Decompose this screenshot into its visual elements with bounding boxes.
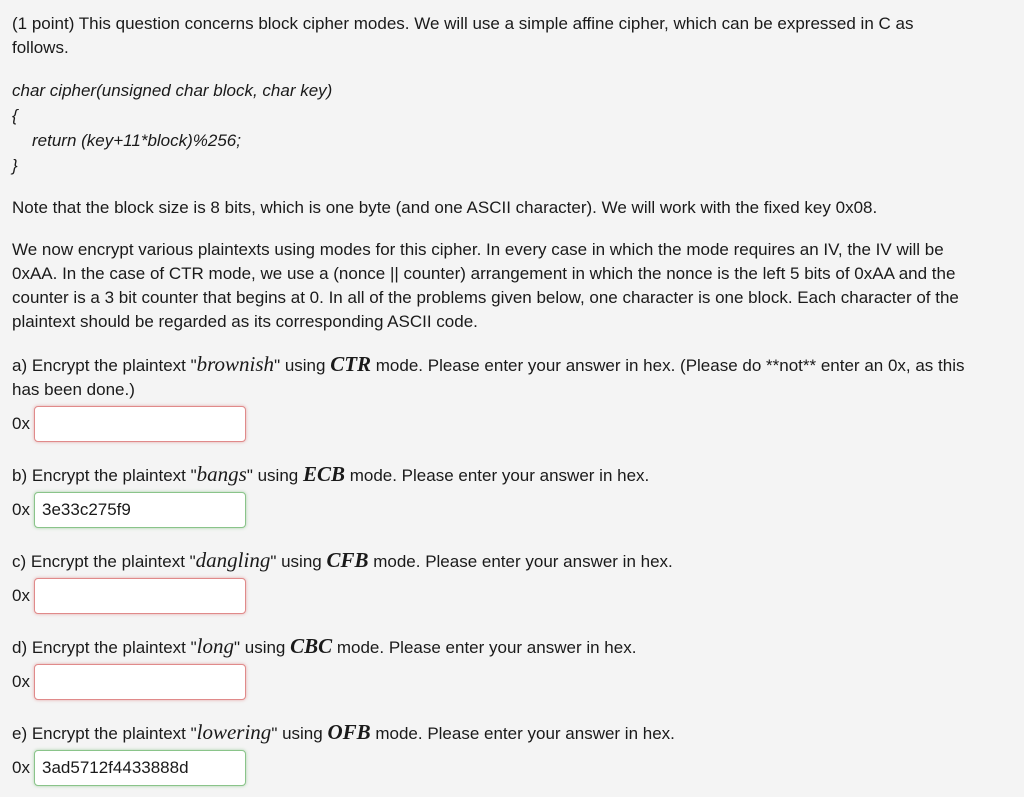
question-b-prompt [12,462,1012,488]
question-c [12,548,1012,616]
question-b-mode: ECB [302,462,345,486]
question-e-prompt [12,720,1012,746]
code-line-4: } [12,156,18,175]
question-e-pre: e) Encrypt the plaintext " [12,724,197,743]
description-line-1: We now encrypt various plaintexts using modes for this cipher. In every case in which the mode requires an IV, the IV will be [12,240,944,259]
question-a-mid: " using [274,356,331,375]
question-c-mid: " using [270,552,327,571]
hex-prefix: 0x [12,758,30,777]
question-a [12,352,1012,444]
question-a-mode: CTR [330,352,372,376]
question-b [12,462,1012,530]
question-b-post: mode. Please enter your answer in hex. [344,466,650,485]
hex-prefix: 0x [12,586,30,605]
question-b-mid: " using [246,466,303,485]
answer-row-d [12,662,1012,702]
question-a-plaintext: brownish [196,352,275,376]
code-line-2: { [12,106,18,125]
description-text [12,238,1012,334]
question-c-pre: c) Encrypt the plaintext " [12,552,196,571]
question-a-pre: a) Encrypt the plaintext " [12,356,197,375]
question-d-plaintext: long [196,634,234,658]
answer-input-b[interactable] [34,492,246,528]
question-d-post: mode. Please enter your answer in hex. [332,638,637,657]
description-line-4: plaintext should be regarded as its corresponding ASCII code. [12,312,478,331]
question-d-mode: CBC [290,634,333,658]
question-a-post: mode. Please enter your answer in hex. (Please do **not** enter an 0x, as this [371,356,965,375]
note-text [12,196,1012,220]
question-e [12,720,1012,788]
question-c-mode: CFB [326,548,369,572]
answer-row-a [12,404,1012,444]
answer-input-c[interactable] [34,578,246,614]
code-line-1: char cipher(unsigned char block, char key) [12,81,333,100]
hex-prefix: 0x [12,500,30,519]
note-line: Note that the block size is 8 bits, which is one byte (and one ASCII character). We will work with the fixed key 0x08. [12,198,878,217]
question-a-prompt [12,352,1012,378]
question-b-plaintext: bangs [196,462,247,486]
question-e-plaintext: lowering [196,720,272,744]
answer-row-b [12,490,1012,530]
question-d-pre: d) Encrypt the plaintext " [12,638,197,657]
question-e-post: mode. Please enter your answer in hex. [370,724,675,743]
question-a-prompt-cont: has been done.) [12,380,135,399]
question-d-prompt [12,634,1012,660]
answer-input-a[interactable] [34,406,246,442]
answer-row-e [12,748,1012,788]
answer-input-d[interactable] [34,664,246,700]
intro-text [12,12,1012,60]
question-d-mid: " using [233,638,291,657]
intro-line-1: (1 point) This question concerns block cipher modes. We will use a simple affine cipher, which can be expressed in C as [12,14,914,33]
question-e-mid: " using [271,724,328,743]
question-e-mode: OFB [327,720,371,744]
code-line-3: return (key+11*block)%256; [32,131,241,150]
intro-line-2: follows. [12,38,69,57]
question-c-prompt [12,548,1012,574]
description-line-3: counter is a 3 bit counter that begins at 0. In all of the problems given below, one character is one block. Each character of the [12,288,959,307]
answer-input-e[interactable] [34,750,246,786]
question-b-pre: b) Encrypt the plaintext " [12,466,197,485]
question-d [12,634,1012,702]
question-c-post: mode. Please enter your answer in hex. [368,552,673,571]
question-c-plaintext: dangling [195,548,271,572]
answer-row-c [12,576,1012,616]
hex-prefix: 0x [12,672,30,691]
problem-container [12,12,1012,788]
description-line-2: 0xAA. In the case of CTR mode, we use a (nonce || counter) arrangement in which the nonce is the left 5 bits of 0xAA and the [12,264,956,283]
hex-prefix: 0x [12,414,30,433]
code-block [12,78,1012,178]
